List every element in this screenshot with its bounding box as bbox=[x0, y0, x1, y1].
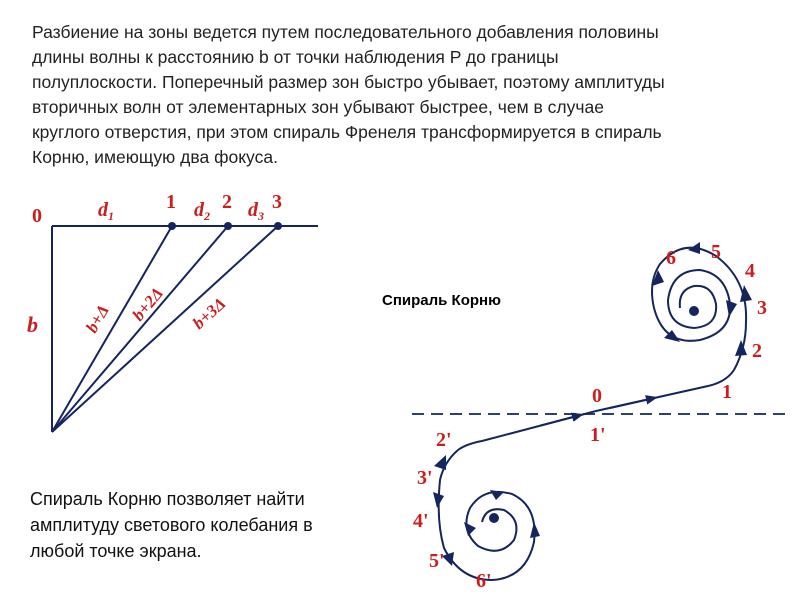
segment-label-d1: $d_1$ bbox=[98, 199, 114, 223]
note-line: любой точке экрана. bbox=[30, 541, 202, 561]
intro-line: длины волны к расстоянию b от точки наблюдения P до границы bbox=[32, 47, 559, 67]
lower-label-4: 4' bbox=[413, 510, 429, 532]
segment-label-d3: $d_3$ bbox=[248, 199, 264, 223]
upper-label-5: 5 bbox=[711, 241, 721, 263]
upper-label-3: 3 bbox=[757, 297, 767, 319]
spiral-lower-arrow bbox=[434, 455, 446, 470]
spiral-lower-arm bbox=[439, 450, 535, 580]
spiral-lower-arrow bbox=[530, 522, 540, 538]
lower-label-2: 2' bbox=[436, 429, 452, 451]
spiral-upper-arrow bbox=[726, 300, 737, 317]
point-label-2: 2 bbox=[222, 191, 232, 213]
spiral-caption: Спираль Корню bbox=[382, 292, 501, 309]
zone-point-2 bbox=[224, 222, 232, 230]
origin-label: 0 bbox=[32, 205, 42, 227]
upper-label-6: 6 bbox=[666, 247, 676, 269]
lower-label-6: 6' bbox=[476, 570, 492, 592]
intro-line: круглого отверстия, при этом спираль Френеля трансформируется в спираль bbox=[32, 122, 662, 142]
note-line: амплитуду светового колебания в bbox=[30, 515, 313, 535]
side-b-label: b bbox=[27, 312, 38, 337]
segment-label-d2: $d_2$ bbox=[194, 199, 210, 223]
zone-point-1 bbox=[168, 222, 176, 230]
lower-label-5: 5' bbox=[429, 550, 445, 572]
ray-label-1: b+Δ bbox=[82, 301, 113, 336]
lower-focus bbox=[489, 513, 499, 523]
upper-label-2: 2 bbox=[752, 340, 762, 362]
upper-label-1: 1 bbox=[722, 381, 732, 403]
spiral-lower-arrow bbox=[464, 522, 476, 536]
zone-point-3 bbox=[274, 222, 282, 230]
intro-line: вторичных волн от элементарных зон убывают быстрее, чем в случае bbox=[32, 97, 604, 117]
zone-geometry-diagram bbox=[27, 191, 318, 432]
intro-line: Корню, имеющую два фокуса. bbox=[32, 147, 278, 167]
lower-label-3: 3' bbox=[417, 467, 433, 489]
lower-label-1: 1' bbox=[590, 424, 606, 446]
intro-line: полуплоскости. Поперечный размер зон быстро убывает, поэтому амплитуды bbox=[32, 72, 665, 92]
spiral-upper-arrow bbox=[735, 340, 747, 356]
upper-focus bbox=[689, 306, 699, 316]
ray-1 bbox=[52, 226, 172, 432]
upper-label-4: 4 bbox=[745, 260, 755, 282]
spiral-note bbox=[30, 486, 390, 564]
note-line: Спираль Корню позволяет найти bbox=[30, 489, 305, 509]
point-label-3: 3 bbox=[272, 191, 282, 213]
ray-label-2: b+2Δ bbox=[128, 283, 168, 325]
intro-line: Разбиение на зоны ведется путем последовательного добавления половины bbox=[32, 22, 659, 42]
ray-label-3: b+3Δ bbox=[188, 293, 230, 333]
point-label-1: 1 bbox=[166, 191, 176, 213]
center-label: 0 bbox=[592, 385, 602, 407]
